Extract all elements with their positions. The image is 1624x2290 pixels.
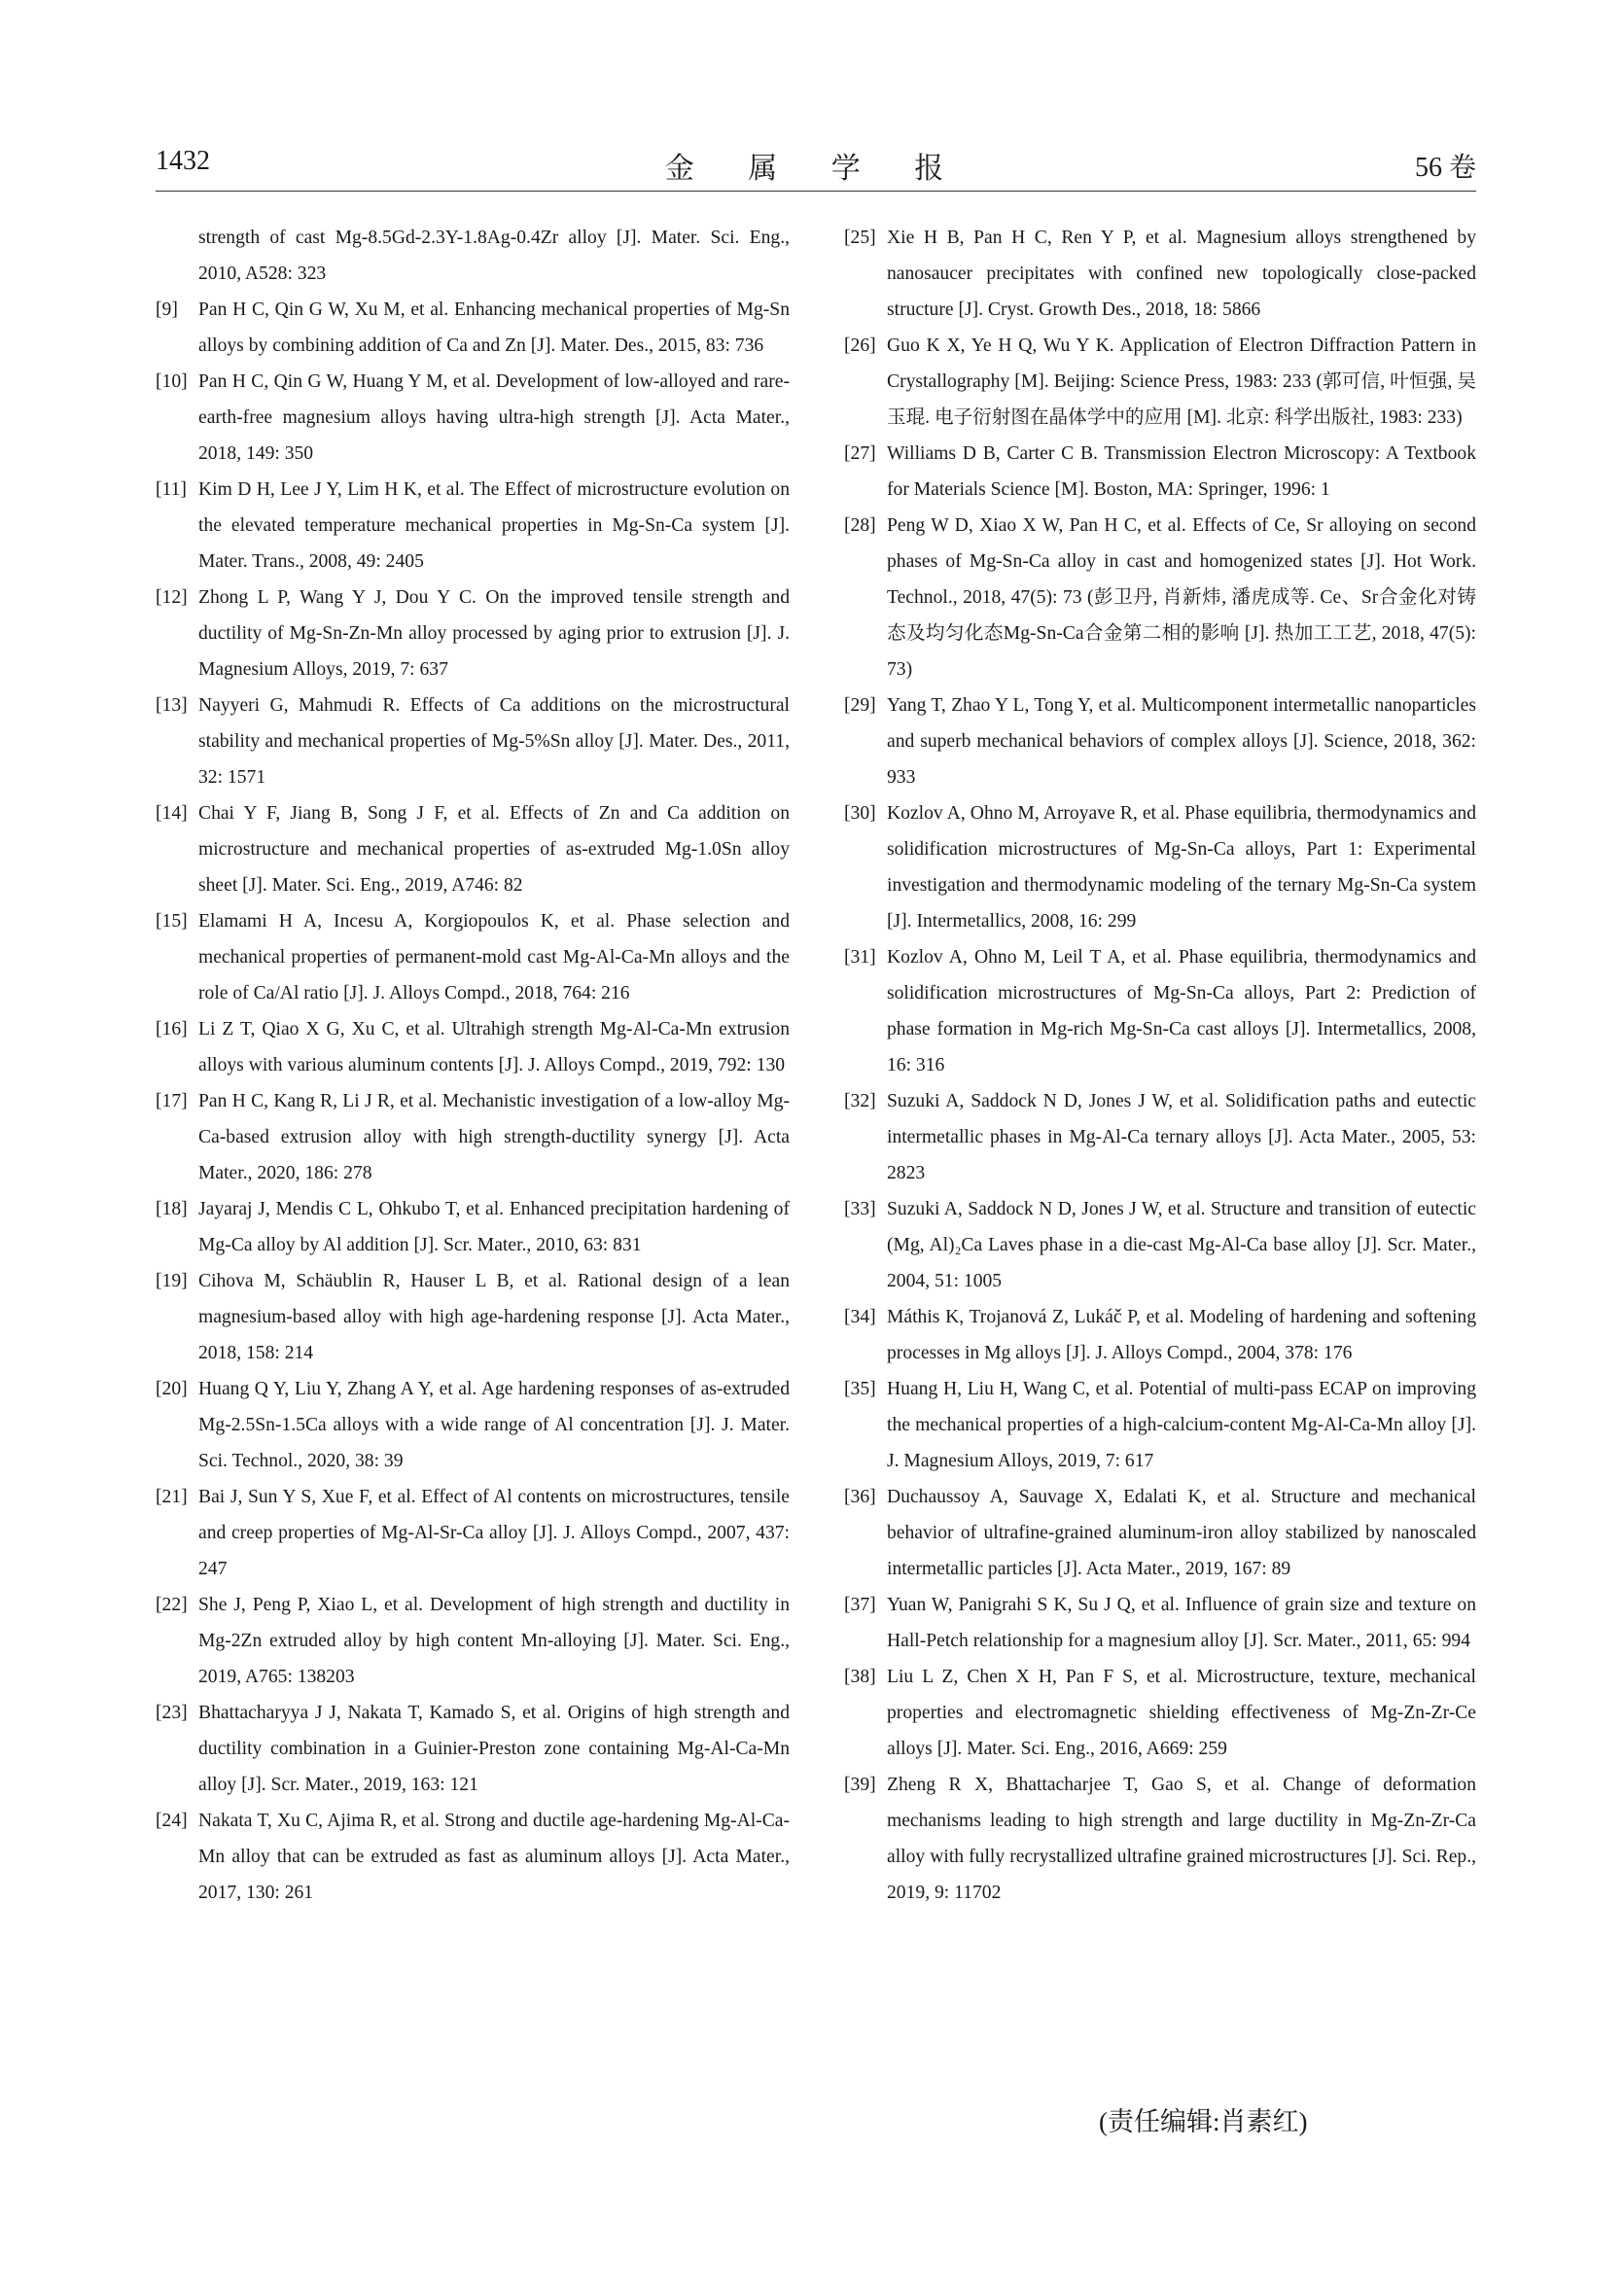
reference-entry bbox=[156, 472, 790, 580]
reference-text: Cihova M, Schäublin R, Hauser L B, et al. Rational design of a lean magnesium-based alloy with high age-hardening response [J]. Acta Mater., 2018, 158: 214 bbox=[198, 1271, 790, 1363]
reference-text: Liu L Z, Chen X H, Pan F S, et al. Microstructure, texture, mechanical properties and electromagnetic shielding effectiveness of Mg-Zn-Zr-Ce alloys [J]. Mater. Sci. Eng., 2016, A669: 259 bbox=[887, 1667, 1476, 1759]
editor-note: (责任编辑:肖素红) bbox=[1099, 2107, 1308, 2136]
reference-number: [18] bbox=[156, 1199, 188, 1219]
reference-entry bbox=[156, 1191, 790, 1263]
reference-number: [21] bbox=[156, 1487, 188, 1507]
reference-number: [13] bbox=[156, 695, 188, 716]
reference-entry bbox=[156, 795, 790, 903]
reference-text: Jayaraj J, Mendis C L, Ohkubo T, et al. Enhanced precipitation hardening of Mg-Ca alloy by Al addition [J]. Scr. Mater., 2010, 63: 831 bbox=[198, 1199, 790, 1255]
reference-text: Suzuki A, Saddock N D, Jones J W, et al. Structure and transition of eutectic (Mg, Al)₂Ca Laves phase in a die-cast Mg-Al-Ca base alloy [J]. Scr. Mater., 2004, 51: 1005 bbox=[887, 1199, 1476, 1291]
reference-number: [22] bbox=[156, 1595, 188, 1615]
reference-text: Xie H B, Pan H C, Ren Y P, et al. Magnesium alloys strengthened by nanosaucer precipitates with confined new topologically close-packed structure [J]. Cryst. Growth Des., 2018, 18: 5866 bbox=[887, 228, 1476, 320]
reference-entry bbox=[156, 1587, 790, 1695]
reference-number: [17] bbox=[156, 1091, 188, 1111]
reference-text: She J, Peng P, Xiao L, et al. Development of high strength and ductility in Mg-2Zn extruded alloy by high content Mn-alloying [J]. Mater. Sci. Eng., 2019, A765: 138203 bbox=[198, 1595, 790, 1687]
reference-text: Nakata T, Xu C, Ajima R, et al. Strong and ductile age-hardening Mg-Al-Ca-Mn alloy that can be extruded as fast as aluminum alloys [J]. Acta Mater., 2017, 130: 261 bbox=[198, 1811, 790, 1903]
reference-text: Zhong L P, Wang Y J, Dou Y C. On the improved tensile strength and ductility of Mg-Sn-Zn-Mn alloy processed by aging prior to extrusion [J]. J. Magnesium Alloys, 2019, 7: 637 bbox=[198, 587, 790, 680]
reference-entry bbox=[844, 1587, 1476, 1659]
reference-number: [33] bbox=[844, 1199, 876, 1219]
page-number: 1432 bbox=[156, 146, 210, 176]
reference-number: [32] bbox=[844, 1091, 876, 1111]
reference-number: [11] bbox=[156, 479, 187, 500]
reference-number: [10] bbox=[156, 371, 188, 392]
reference-entry bbox=[156, 292, 790, 364]
reference-number: [34] bbox=[844, 1307, 876, 1327]
reference-number: [25] bbox=[844, 228, 876, 248]
reference-entry bbox=[156, 1083, 790, 1191]
reference-text: strength of cast Mg-8.5Gd-2.3Y-1.8Ag-0.4Zr alloy [J]. Mater. Sci. Eng., 2010, A528: 323 bbox=[198, 228, 790, 284]
reference-text: Guo K X, Ye H Q, Wu Y K. Application of Electron Diffraction Pattern in Crystallography [M]. Beijing: Science Press, 1983: 233 (郭可信, 叶恒强, 吴玉琨. 电子衍射图在晶体学中的应用 [M]. 北京: 科学出版社, 1983: 233) bbox=[887, 335, 1476, 428]
reference-entry bbox=[844, 1659, 1476, 1767]
reference-entry bbox=[844, 1767, 1476, 1911]
reference-entry bbox=[844, 1479, 1476, 1587]
reference-text: Peng W D, Xiao X W, Pan H C, et al. Effects of Ce, Sr alloying on second phases of Mg-Sn-Ca alloy in cast and homogenized states [J]. Hot Work. Technol., 2018, 47(5): 73 (彭卫丹, 肖新炜, 潘虎成等. Ce、Sr合金化对铸态及均匀化态Mg-Sn-Ca合金第二相的影响 [J]. 热加工工艺, 2018, 47(5): 73) bbox=[887, 515, 1476, 680]
reference-text: Pan H C, Kang R, Li J R, et al. Mechanistic investigation of a low-alloy Mg-Ca-based extrusion alloy with high strength-ductility synergy [J]. Acta Mater., 2020, 186: 278 bbox=[198, 1091, 790, 1183]
reference-number: [14] bbox=[156, 803, 188, 824]
reference-entry bbox=[156, 220, 790, 292]
reference-number: [23] bbox=[156, 1703, 188, 1723]
reference-text: Pan H C, Qin G W, Huang Y M, et al. Development of low-alloyed and rare-earth-free magnesium alloys having ultra-high strength [J]. Acta Mater., 2018, 149: 350 bbox=[198, 371, 790, 464]
reference-text: Williams D B, Carter C B. Transmission Electron Microscopy: A Textbook for Materials Science [M]. Boston, MA: Springer, 1996: 1 bbox=[887, 443, 1476, 500]
reference-entry bbox=[156, 1479, 790, 1587]
references-left-column bbox=[156, 220, 790, 1911]
reference-text: Máthis K, Trojanová Z, Lukáč P, et al. Modeling of hardening and softening processes in Mg alloys [J]. J. Alloys Compd., 2004, 378: 176 bbox=[887, 1307, 1476, 1363]
reference-text: Kozlov A, Ohno M, Leil T A, et al. Phase equilibria, thermodynamics and solidification microstructures of Mg-Sn-Ca alloys, Part 2: Prediction of phase formation in Mg-rich Mg-Sn-Ca cast alloys [J]. Intermetallics, 2008, 16: 316 bbox=[887, 947, 1476, 1075]
reference-number: [24] bbox=[156, 1811, 188, 1831]
reference-text: Kim D H, Lee J Y, Lim H K, et al. The Effect of microstructure evolution on the elevated temperature mechanical properties in Mg-Sn-Ca system [J]. Mater. Trans., 2008, 49: 2405 bbox=[198, 479, 790, 572]
reference-entry bbox=[844, 220, 1476, 328]
reference-number: [20] bbox=[156, 1379, 188, 1399]
reference-number: [36] bbox=[844, 1487, 876, 1507]
reference-number: [26] bbox=[844, 335, 876, 356]
reference-entry bbox=[844, 328, 1476, 436]
reference-number: [30] bbox=[844, 803, 876, 824]
reference-entry bbox=[156, 1011, 790, 1083]
reference-entry bbox=[844, 795, 1476, 939]
reference-entry bbox=[844, 1371, 1476, 1479]
volume-label: 56 卷 bbox=[1414, 153, 1476, 183]
reference-entry bbox=[156, 1371, 790, 1479]
reference-text: Elamami H A, Incesu A, Korgiopoulos K, et al. Phase selection and mechanical properties of permanent-mold cast Mg-Al-Ca-Mn alloys and the role of Ca/Al ratio [J]. J. Alloys Compd., 2018, 764: 216 bbox=[198, 911, 790, 1004]
reference-number: [35] bbox=[844, 1379, 876, 1399]
reference-entry bbox=[156, 1695, 790, 1803]
reference-text: Kozlov A, Ohno M, Arroyave R, et al. Phase equilibria, thermodynamics and solidification microstructures of Mg-Sn-Ca alloys, Part 1: Experimental investigation and thermodynamic modeling of the ternary Mg-Sn-Ca system [J]. Intermetallics, 2008, 16: 299 bbox=[887, 803, 1476, 932]
reference-number: [15] bbox=[156, 911, 188, 932]
reference-text: Bhattacharyya J J, Nakata T, Kamado S, et al. Origins of high strength and ductility combination in a Guinier-Preston zone containing Mg-Al-Ca-Mn alloy [J]. Scr. Mater., 2019, 163: 121 bbox=[198, 1703, 790, 1795]
reference-number: [31] bbox=[844, 947, 876, 968]
reference-number: [37] bbox=[844, 1595, 876, 1615]
reference-text: Duchaussoy A, Sauvage X, Edalati K, et al. Structure and mechanical behavior of ultrafine-grained aluminum-iron alloy stabilized by nanoscaled intermetallic particles [J]. Acta Mater., 2019, 167: 89 bbox=[887, 1487, 1476, 1579]
reference-entry bbox=[156, 1803, 790, 1911]
reference-number: [16] bbox=[156, 1019, 188, 1039]
reference-entry bbox=[844, 1299, 1476, 1371]
reference-text: Yuan W, Panigrahi S K, Su J Q, et al. Influence of grain size and texture on Hall-Petch relationship for a magnesium alloy [J]. Scr. Mater., 2011, 65: 994 bbox=[887, 1595, 1476, 1651]
reference-entry bbox=[156, 903, 790, 1011]
reference-text: Bai J, Sun Y S, Xue F, et al. Effect of Al contents on microstructures, tensile and creep properties of Mg-Al-Sr-Ca alloy [J]. J. Alloys Compd., 2007, 437: 247 bbox=[198, 1487, 790, 1579]
reference-number: [19] bbox=[156, 1271, 188, 1291]
reference-number: [39] bbox=[844, 1775, 876, 1795]
journal-title: 金 属 学 报 bbox=[664, 153, 968, 185]
reference-number: [12] bbox=[156, 587, 188, 608]
reference-text: Huang Q Y, Liu Y, Zhang A Y, et al. Age hardening responses of as-extruded Mg-2.5Sn-1.5Ca alloys with a wide range of Al concentration [J]. J. Mater. Sci. Technol., 2020, 38: 39 bbox=[198, 1379, 790, 1471]
reference-entry bbox=[844, 1191, 1476, 1299]
reference-text: Nayyeri G, Mahmudi R. Effects of Ca additions on the microstructural stability and mechanical properties of Mg-5%Sn alloy [J]. Mater. Des., 2011, 32: 1571 bbox=[198, 695, 790, 788]
reference-text: Yang T, Zhao Y L, Tong Y, et al. Multicomponent intermetallic nanoparticles and superb mechanical behaviors of complex alloys [J]. Science, 2018, 362: 933 bbox=[887, 695, 1476, 788]
reference-entry bbox=[844, 687, 1476, 795]
reference-number: [27] bbox=[844, 443, 876, 464]
page-header bbox=[156, 146, 1476, 185]
references-right-column bbox=[844, 220, 1476, 1911]
reference-number: [38] bbox=[844, 1667, 876, 1687]
reference-entry bbox=[844, 1083, 1476, 1191]
reference-entry bbox=[156, 687, 790, 795]
reference-number: [28] bbox=[844, 515, 876, 536]
reference-entry bbox=[844, 508, 1476, 687]
reference-number: [9] bbox=[156, 299, 178, 320]
header-rule bbox=[156, 191, 1476, 192]
reference-text: Chai Y F, Jiang B, Song J F, et al. Effects of Zn and Ca addition on microstructure and mechanical properties of as-extruded Mg-1.0Sn alloy sheet [J]. Mater. Sci. Eng., 2019, A746: 82 bbox=[198, 803, 790, 896]
reference-number: [29] bbox=[844, 695, 876, 716]
reference-text: Pan H C, Qin G W, Xu M, et al. Enhancing mechanical properties of Mg-Sn alloys by combining addition of Ca and Zn [J]. Mater. Des., 2015, 83: 736 bbox=[198, 299, 790, 356]
reference-text: Li Z T, Qiao X G, Xu C, et al. Ultrahigh strength Mg-Al-Ca-Mn extrusion alloys with various aluminum contents [J]. J. Alloys Compd., 2019, 792: 130 bbox=[198, 1019, 790, 1075]
reference-text: Huang H, Liu H, Wang C, et al. Potential of multi-pass ECAP on improving the mechanical properties of a high-calcium-content Mg-Al-Ca-Mn alloy [J]. J. Magnesium Alloys, 2019, 7: 617 bbox=[887, 1379, 1476, 1471]
reference-entry bbox=[156, 1263, 790, 1371]
reference-text: Suzuki A, Saddock N D, Jones J W, et al. Solidification paths and eutectic intermetallic phases in Mg-Al-Ca ternary alloys [J]. Acta Mater., 2005, 53: 2823 bbox=[887, 1091, 1476, 1183]
reference-entry bbox=[156, 364, 790, 472]
reference-text: Zheng R X, Bhattacharjee T, Gao S, et al. Change of deformation mechanisms leading to high strength and large ductility in Mg-Zn-Zr-Ca alloy with fully recrystallized ultrafine grained microstructures [J]. Sci. Rep., 2019, 9: 11702 bbox=[887, 1775, 1476, 1903]
reference-entry bbox=[156, 580, 790, 687]
reference-entry bbox=[844, 436, 1476, 508]
reference-entry bbox=[844, 939, 1476, 1083]
